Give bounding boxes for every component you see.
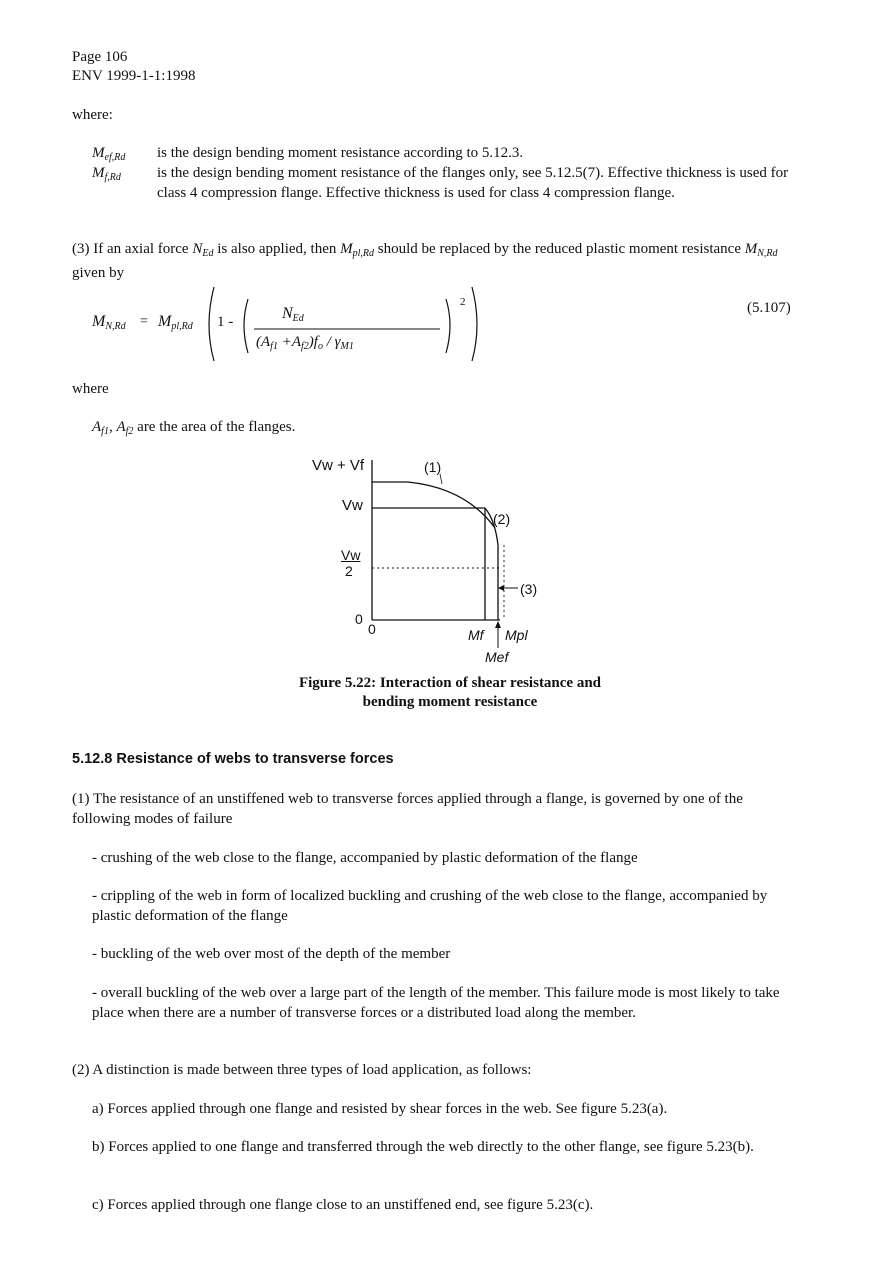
para-load-types: (2) A distinction is made between three types of load application, as follows: <box>72 1062 532 1078</box>
label-vw-half-den: 2 <box>345 563 353 579</box>
mode-overall-buckling: - overall buckling of the web over a large part of the length of the member. This failure mode is most likely to take place when there are a number of transverse forces or a distributed load along the member. <box>92 985 780 1021</box>
mode-crushing: - crushing of the web close to the flange, accompanied by plastic deformation of the flange <box>92 850 638 866</box>
label-3: (3) <box>520 581 538 597</box>
caption-line-1: Figure 5.22: Interaction of shear resistance and <box>298 675 602 691</box>
label-1: (1) <box>424 459 442 475</box>
label-vw-vf: Vw + Vf <box>312 457 365 474</box>
interaction-diagram <box>290 450 590 675</box>
section-heading: 5.12.8 Resistance of webs to transverse forces <box>72 751 394 767</box>
eq-denominator: $(A_{f1} +A_{f2})f_o / \gamma_{M1}$ <box>256 334 354 352</box>
label-x-zero: 0 <box>368 621 376 637</box>
where-label: where: <box>72 107 113 123</box>
curve-1 <box>372 482 495 528</box>
eq-mpl: $M_{pl,Rd}$ <box>158 313 193 332</box>
label-vw-half-num: Vw <box>341 547 361 563</box>
load-b: b) Forces applied to one flange and transferred through the web directly to the other flange, see figure 5.23(b). <box>92 1139 754 1155</box>
def-text-mf: is the design bending moment resistance of the flanges only, see 5.12.5(7). Effective thickness is used for class 4 compression flange. Effective thickness is used for class 4 compression flange. <box>157 165 789 201</box>
def-symbol-mf: $M_{f,Rd}$ <box>92 165 121 183</box>
eq-equals: = <box>140 314 148 329</box>
label-mpl: Mpl <box>505 627 528 643</box>
page-number: Page 106 <box>72 49 128 65</box>
arrow-mef-head <box>495 621 501 628</box>
equation-5-107 <box>92 285 812 365</box>
caption-line-2: bending moment resistance <box>362 694 538 710</box>
label-mef: Mef <box>485 649 509 665</box>
figure-caption <box>220 674 680 712</box>
para-resistance: (1) The resistance of an unstiffened web to transverse forces applied through a flange, is governed by one of the following modes of failure <box>72 791 743 827</box>
where-label-2: where <box>72 381 109 397</box>
eq-exponent: 2 <box>460 296 466 308</box>
mode-crippling: - crippling of the web in form of localized buckling and crushing of the web close to the flange, accompanied by plastic deformation of the flange <box>92 888 768 924</box>
label-y-zero: 0 <box>355 611 363 627</box>
eq-one-minus: 1 - <box>217 314 234 330</box>
load-a: a) Forces applied through one flange and resisted by shear forces in the web. See figure 5.23(a). <box>92 1101 668 1117</box>
arrow-3-head <box>498 585 504 591</box>
label-2: (2) <box>493 511 511 527</box>
eq-number: (5.107) <box>747 300 791 316</box>
label-vw: Vw <box>342 497 363 514</box>
def-text-mef: is the design bending moment resistance according to 5.12.3. <box>157 145 524 161</box>
label-mf: Mf <box>468 627 484 643</box>
def-symbol-mef: $M_{ef,Rd}$ <box>92 145 126 163</box>
mode-buckling: - buckling of the web over most of the depth of the member <box>92 946 451 962</box>
standard-code: ENV 1999-1-1:1998 <box>72 68 196 84</box>
eq-numerator: $N_{Ed}$ <box>282 305 304 324</box>
flanges-definition: $A_{f1}$, $A_{f2}$ are the area of the flanges. <box>92 419 296 437</box>
para-axial-force: (3) If an axial force $N_{Ed}$ is also applied, then $M_{pl,Rd}$ should be replaced by the reduced plastic moment resistance $M_{N,Rd}$ given by <box>72 241 778 281</box>
eq-lhs: $M_{N,Rd}$ <box>92 313 126 332</box>
load-c: c) Forces applied through one flange close to an unstiffened end, see figure 5.23(c). <box>92 1197 594 1213</box>
